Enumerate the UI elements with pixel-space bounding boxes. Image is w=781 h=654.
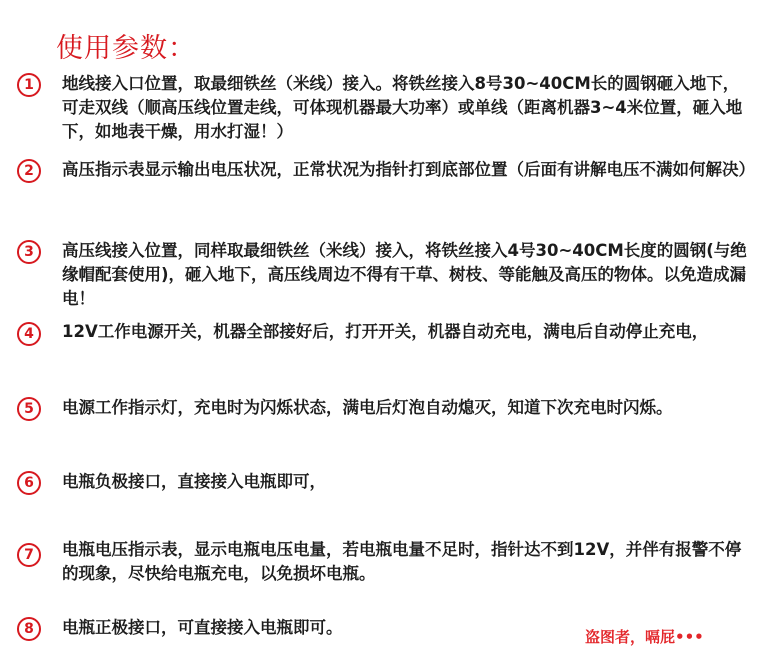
- item-text-6: 电瓶负极接口，直接接入电瓶即可，: [62, 472, 326, 491]
- list-item-3: [0, 239, 781, 308]
- item-text-8: 电瓶正极接口，可直接接入电瓶即可。: [62, 618, 343, 637]
- list-item-7: [0, 538, 781, 583]
- item-text-2: 高压指示表显示输出电压状况，正常状况为指针打到底部位置（后面有讲解电压不满如何解决）: [62, 160, 755, 179]
- list-item-2: [0, 158, 781, 179]
- item-text-5: 电源工作指示灯，充电时为闪烁状态，满电后灯泡自动熄灭，知道下次充电时闪烁。: [62, 398, 673, 417]
- circled-number-1: 1: [17, 73, 41, 97]
- circled-number-7: 7: [17, 543, 41, 567]
- footer-warning: 盗图者，嗝屁•••: [585, 628, 704, 646]
- item-text-7: 电瓶电压指示表，显示电瓶电压电量，若电瓶电量不足时，指针达不到12V，并伴有报警不停的现象，尽快给电瓶充电，以免损坏电瓶。: [62, 540, 742, 583]
- circled-number-3: 3: [17, 240, 41, 264]
- item-text-3: 高压线接入位置，同样取最细铁丝（米线）接入，将铁丝接入4号30~40CM长度的圆钢(与绝缘帽配套使用)，砸入地下，高压线周边不得有干草、树枝、等能触及高压的物体。以免造成漏电！: [62, 241, 747, 308]
- circled-number-4: 4: [17, 322, 41, 346]
- circled-number-6: 6: [17, 471, 41, 495]
- list-item-1: [0, 72, 781, 141]
- page-title: 使用参数：: [56, 33, 196, 64]
- item-text-1: 地线接入口位置，取最细铁丝（米线）接入。将铁丝接入8号30~40CM长的圆钢砸入地下，可走双线（顺高压线位置走线，可体现机器最大功率）或单线（距离机器3~4米位置，砸入地下，如地表干燥，用水打湿！）: [62, 74, 743, 141]
- circled-number-5: 5: [17, 397, 41, 421]
- list-item-5: [0, 396, 781, 417]
- list-item-6: [0, 470, 781, 491]
- circled-number-2: 2: [17, 159, 41, 183]
- circled-number-8: 8: [17, 617, 41, 641]
- list-item-4: [0, 320, 781, 342]
- item-text-4: 12V工作电源开关，机器全部接好后，打开开关，机器自动充电，满电后自动停止充电，: [62, 322, 709, 341]
